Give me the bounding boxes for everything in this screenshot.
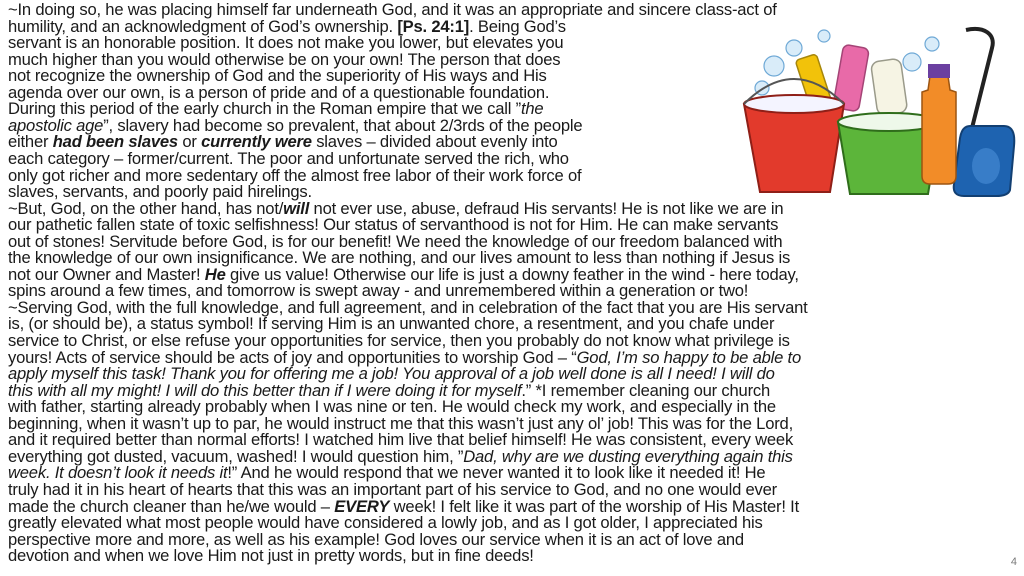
text-run: service to Christ, or else refuse your opportunities for service, then you probably do not know what privilege is: [8, 331, 790, 350]
text-run: only got richer and more sedentary off the almost free labor of their work force of: [8, 165, 582, 185]
text-run: made the church cleaner than he/we would –: [8, 496, 335, 516]
emphasis-text: currently were: [201, 132, 312, 152]
page-number: 4: [1010, 556, 1017, 568]
emphasis-text: apostolic age: [8, 115, 104, 135]
text-run: During this period of the early church in the Roman empire that we call ”: [8, 99, 521, 119]
text-run: out of stones! Servitude before God, is for our benefit! We need the knowledge of our freedom balanced with: [8, 231, 783, 251]
text-run: perspective more and more, as well as his example! God loves our service when it is an act of love and: [8, 529, 744, 549]
vacuum-icon: [954, 29, 1015, 196]
text-run: beginning, when it wasn’t up to par, he would instruct me that this wasn’t just any ol’ job! This was for the Lord,: [8, 413, 793, 433]
text-run: devotion and when we love Him not just in pretty words, but in fine deeds!: [8, 546, 534, 566]
text-run: ~Serving God, with the full knowledge, and full agreement, and in celebration of the fact that you are His servant: [8, 297, 808, 317]
text-run: much higher than you would otherwise be on your own! The person that does: [8, 49, 561, 69]
text-run: ”, slavery had become so prevalent, that about 2/3rds of the people: [103, 115, 583, 135]
text-run: !” And he would respond that we never wanted it to look like it needed it! He: [227, 463, 766, 483]
text-run: greatly elevated what most people would have considered a lowly job, and as I got older, I appreciated his: [8, 513, 763, 533]
emphasis-text: the: [520, 99, 544, 119]
emphasis-text: had been slaves: [52, 132, 178, 152]
text-run: slaves – divided about evenly into: [311, 132, 558, 152]
emphasis-text: [Ps. 24:1]: [397, 16, 470, 36]
text-run: and it required better than normal efforts! I watched him live that belief himself! He was consistent, every week: [8, 430, 794, 450]
text-run: with father, starting already probably when I was nine or ten. He would check my work, and especially in the: [8, 397, 776, 417]
text-run: agenda over our own, is a person of pride and of a questionable foundation.: [8, 82, 550, 102]
cleaning-supplies-icon: [734, 26, 1016, 198]
text-run: ~In doing so, he was placing himself far underneath God, and it was an appropriate and sincere class-act of: [8, 0, 777, 19]
text-run: . Being God’s: [469, 16, 566, 36]
text-run: week! I felt like it was part of the worship of His Master! It: [389, 496, 799, 516]
text-run: .” *I remember cleaning our church: [521, 380, 771, 400]
emphasis-text: Dad, why are we dusting everything again this: [463, 446, 793, 466]
cleaning-supplies-image: [734, 26, 1016, 198]
emphasis-text: apply myself this task! Thank you for offering me a job! You approval of a job well done is all I need! I will do: [8, 364, 775, 384]
emphasis-text: will: [283, 198, 310, 218]
text-run: slaves, servants, and poorly paid hirelings.: [8, 182, 312, 202]
text-line: [8, 548, 534, 565]
emphasis-text: He: [204, 264, 226, 284]
text-run: give us value! Otherwise our life is just a downy feather in the wind - here today,: [225, 264, 799, 284]
text-run: servant is an honorable position. It does not make you lower, but elevates you: [8, 33, 564, 53]
emphasis-text: God, I’m so happy to be able to: [576, 347, 801, 367]
text-run: humility, and an acknowledgment of God’s ownership.: [8, 16, 398, 36]
text-run: the knowledge of our own insignificance. We are nothing, and our lives amount to less than nothing if Jesus is: [8, 248, 791, 268]
text-run: each category – former/current. The poor and unfortunate served the rich, who: [8, 148, 569, 168]
text-run: not ever use, abuse, defraud His servants! He is not like we are in: [309, 198, 784, 218]
emphasis-text: this with all my might! I will do this better than if I were doing it for myself: [8, 380, 522, 400]
emphasis-text: EVERY: [334, 496, 390, 516]
emphasis-text: week. It doesn’t look it needs it: [8, 463, 228, 483]
text-run: truly had it in his heart of hearts that this was an important part of his service to God, and no one would ever: [8, 479, 777, 499]
text-run: everything got dusted, vacuum, washed! I would question him, ”: [8, 446, 464, 466]
text-run: not recognize the ownership of God and the superiority of His ways and His: [8, 66, 547, 86]
text-run: ~But, God, on the other hand, has not/: [8, 198, 284, 218]
text-run: yours! Acts of service should be acts of joy and opportunities to worship God – “: [8, 347, 577, 367]
text-run: spins around a few times, and tomorrow is swept away - and unremembered within a generation or two!: [8, 281, 749, 301]
text-run: not our Owner and Master!: [8, 264, 205, 284]
text-run: is, (or should be), a status symbol! If serving Him is an unwanted chore, a resentment, and you chafe under: [8, 314, 775, 334]
text-run: or: [177, 132, 202, 152]
text-run: either: [8, 132, 53, 152]
text-run: our pathetic fallen state of toxic selfishness! Our status of servanthood is not for Him. He can make servants: [8, 215, 779, 235]
